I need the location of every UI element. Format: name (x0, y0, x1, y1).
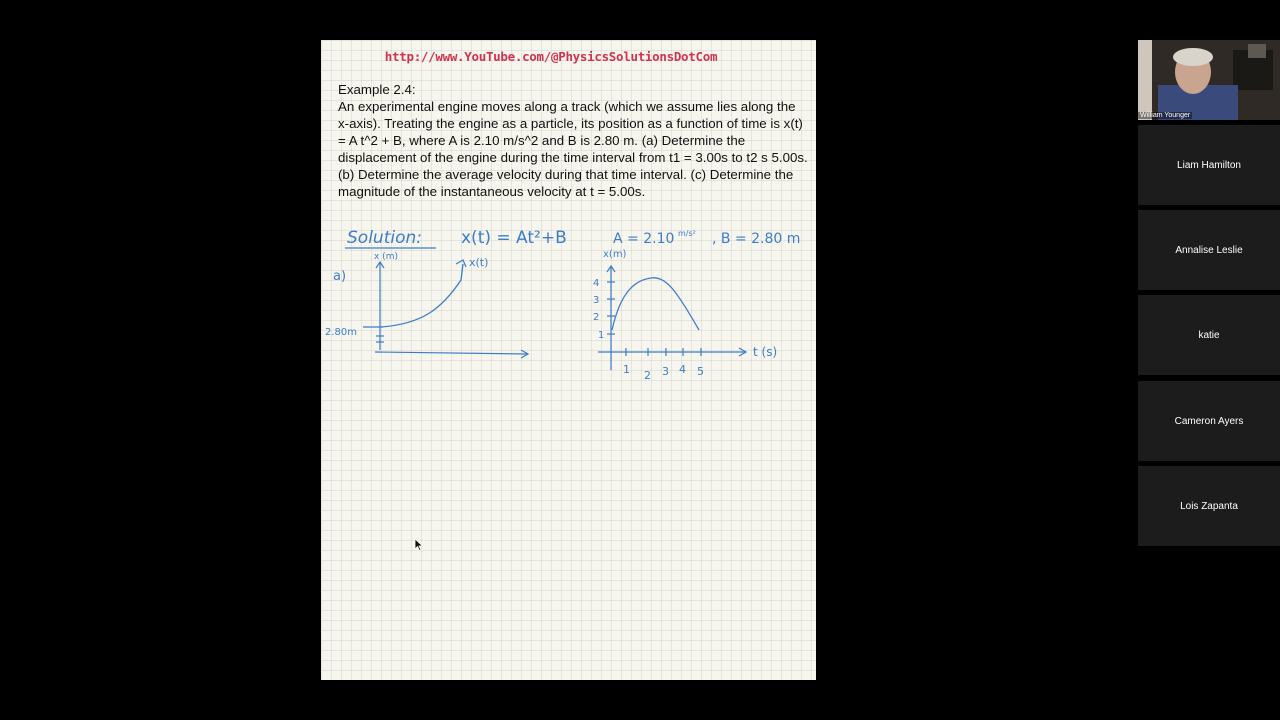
graph1-curve (381, 264, 463, 327)
part-a-label: a) (333, 269, 347, 284)
participant-name: Liam Hamilton (1177, 159, 1241, 171)
participant-name: katie (1198, 329, 1220, 341)
problem-title: Example 2.4: (338, 82, 416, 97)
graph1-axes (363, 262, 528, 358)
graph1-y-label: x (m) (374, 252, 398, 262)
participant-tile[interactable] (1138, 125, 1280, 205)
graph2-y-tick: 1 (598, 330, 605, 341)
graph1-intercept-label: 2.80m (325, 327, 358, 338)
youtube-url-watermark: http://www.YouTube.com/@PhysicsSolutionsDotCom (384, 49, 718, 64)
mouse-pointer-icon (414, 538, 424, 552)
a-units: m/s² (678, 229, 696, 238)
participant-name: Cameron Ayers (1174, 415, 1244, 427)
participant-tile[interactable] (1138, 295, 1280, 375)
participant-video-tile-active[interactable] (1138, 40, 1280, 120)
problem-text: An experimental engine moves along a track (which we assume lies along the x-axis). Treating the engine as a particle, its position as a function of time is x(t) = A t^2 + B, where A is 2.10 m/s^2 and B is 2.80 m. (a) Determine the displacement of the engine during the time interval from t1 = 3.00s to t2 s 5.00s. (b) Determine the average velocity during that time interval. (c) Determine the magnitude of the instantaneous velocity at t = 5.00s. (338, 99, 808, 199)
graph2-x-tick: 1 (623, 363, 630, 376)
graph2-x-tick: 5 (697, 365, 704, 378)
graph2-y-label: x(m) (603, 249, 627, 260)
graph2-axes (598, 266, 746, 370)
graph2-y-tick: 2 (593, 312, 600, 323)
position-equation: x(t) = At²+B (461, 228, 567, 248)
participant-tile[interactable] (1138, 381, 1280, 461)
graph2-x-tick: 2 (644, 369, 651, 382)
graph2-x-label: t (s) (753, 345, 778, 359)
handwritten-solution (321, 40, 816, 680)
graph2-curve (612, 278, 699, 330)
graph2-x-tick: 4 (679, 363, 686, 376)
graph2-y-tick: 3 (593, 295, 600, 306)
shared-screen (321, 40, 816, 680)
graph2-y-tick: 4 (593, 278, 600, 289)
graph2-x-tick: 3 (662, 365, 669, 378)
participant-tile[interactable] (1138, 210, 1280, 290)
participant-name-active: William Younger (1140, 112, 1191, 119)
graph1-curve-label: x(t) (469, 256, 489, 269)
speaker-video-feed (1138, 40, 1280, 120)
participant-name: Lois Zapanta (1180, 500, 1238, 512)
participant-name: Annalise Leslie (1175, 244, 1243, 256)
b-value: , B = 2.80 m (712, 231, 801, 247)
solution-label: Solution: (347, 228, 422, 248)
participant-tile[interactable] (1138, 466, 1280, 546)
a-value: A = 2.10 (613, 231, 675, 247)
